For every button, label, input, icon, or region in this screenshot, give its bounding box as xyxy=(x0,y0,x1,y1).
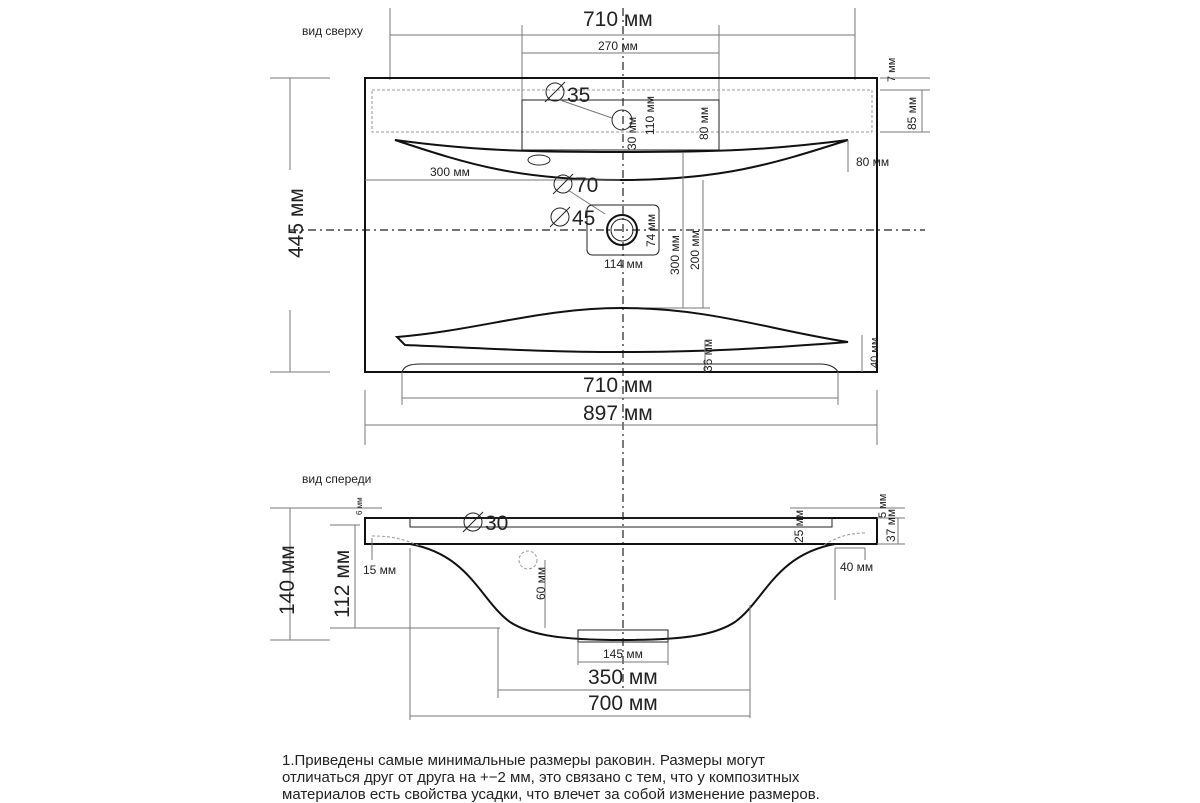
dim-7: 7 мм xyxy=(886,57,898,82)
dim-40-front: 40 мм xyxy=(840,560,874,574)
dim-114: 114 мм xyxy=(604,257,643,271)
dim-d35: 35 xyxy=(567,84,591,107)
dim-350: 350 мм xyxy=(588,666,658,689)
dim-145: 145 мм xyxy=(603,647,643,661)
sink-outline-top xyxy=(365,78,877,372)
top-view-label: вид сверху xyxy=(302,24,363,38)
dim-710-top: 710 мм xyxy=(583,8,653,31)
dim-74: 74 мм xyxy=(644,213,658,247)
dim-110: 110 мм xyxy=(643,96,657,135)
overflow-recess xyxy=(522,100,719,150)
dim-d45: 45 xyxy=(572,207,596,230)
dim-112: 112 мм xyxy=(331,549,354,618)
dim-15: 15 мм xyxy=(363,563,397,577)
dim-80-vertical: 80 мм xyxy=(697,106,711,140)
dim-80-horizontal: 80 мм xyxy=(856,155,890,169)
dim-270: 270 мм xyxy=(598,39,638,53)
dim-36: 36 мм xyxy=(701,338,715,372)
dim-445: 445 мм xyxy=(285,188,308,258)
drain-slot xyxy=(528,155,550,165)
dim-710-bottom: 710 мм xyxy=(583,374,653,397)
footnote xyxy=(282,752,922,803)
dim-40-top: 40 мм xyxy=(869,337,881,368)
dim-200-vertical: 200 мм xyxy=(688,230,702,270)
footnote-line-2: отличаться друг от друга на +−2 мм, это связано с тем, что у композитных xyxy=(282,769,800,786)
dim-60: 60 мм xyxy=(534,566,548,600)
dim-37: 37 мм xyxy=(884,508,898,542)
footnote-line-3: материалов есть свойства усадки, что влечет за собой изменение размеров. xyxy=(282,786,820,803)
dim-897: 897 мм xyxy=(583,402,653,425)
dim-6: 6 мм xyxy=(355,497,364,515)
overflow-hole-front xyxy=(519,551,537,569)
footnote-line-1: 1.Приведены самые минимальные размеры раковин. Размеры могут xyxy=(282,752,765,769)
dim-5: 5 мм xyxy=(877,493,889,518)
dim-d30-front: 30 xyxy=(485,512,509,535)
dim-d70: 70 xyxy=(575,174,599,197)
dim-300-horizontal: 300 мм xyxy=(430,165,470,179)
front-view-label: вид спереди xyxy=(302,472,372,486)
dim-700: 700 мм xyxy=(588,692,658,715)
dim-30-top: 30 мм xyxy=(625,116,639,150)
dim-25: 25 мм xyxy=(792,509,806,543)
dim-140: 140 мм xyxy=(276,545,299,615)
dim-85: 85 мм xyxy=(905,96,919,130)
dim-300-vertical: 300 мм xyxy=(668,235,682,275)
